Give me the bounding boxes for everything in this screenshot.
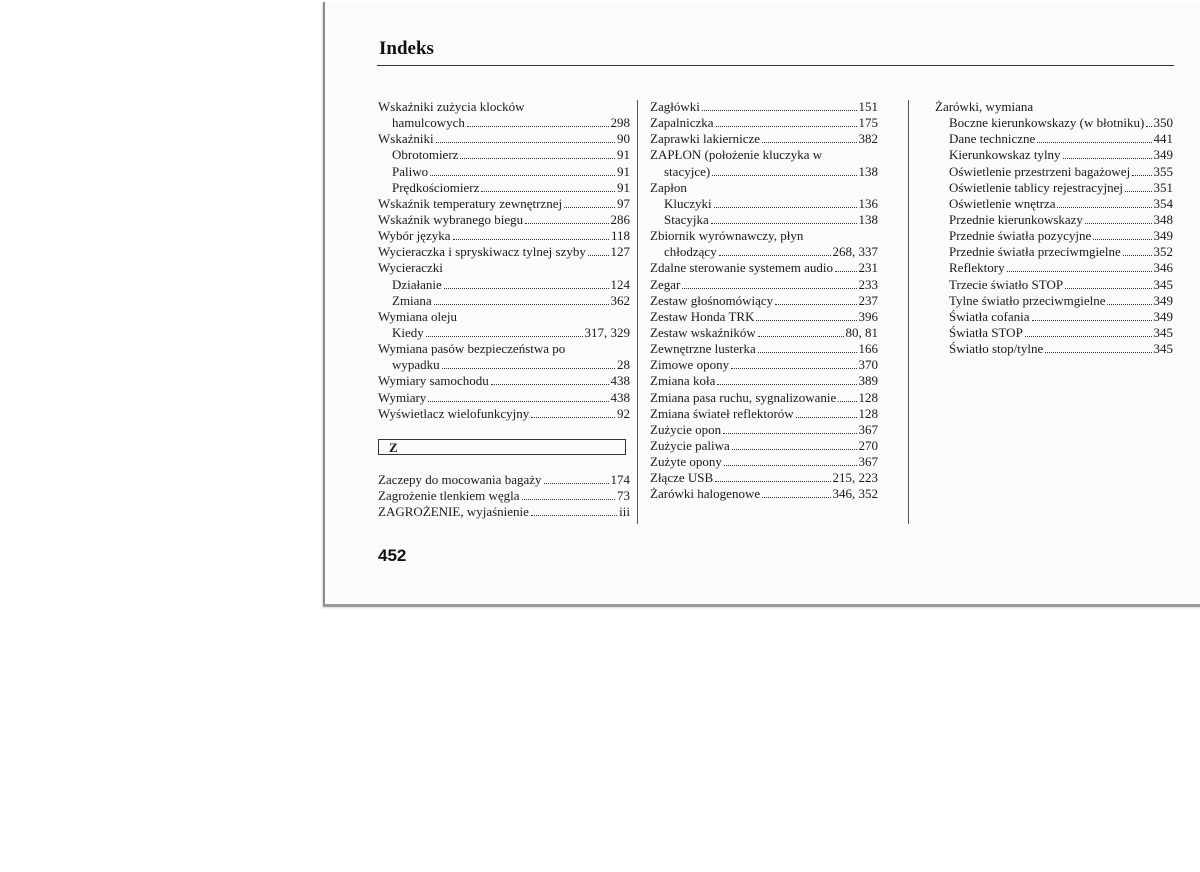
index-entry (650, 390, 878, 406)
index-entry-page: 138 (858, 163, 878, 179)
dot-leader (481, 181, 615, 192)
index-entry-term: Wymiana pasów bezpieczeństwa po (378, 341, 566, 357)
index-entry-page: 97 (617, 195, 630, 211)
index-entry-term: ZAGROŻENIE, wyjaśnienie (378, 504, 529, 520)
dot-leader (775, 294, 856, 305)
index-entry-term: Wycieraczki (378, 260, 443, 276)
index-entry-term: Wskaźniki zużycia klocków (378, 99, 525, 114)
index-entry-term: Zimowe opony (650, 357, 730, 373)
index-column-1 (378, 99, 630, 520)
index-list-zarowki (935, 99, 1173, 357)
index-entry-term: Zdalne sterowanie systemem audio (650, 260, 834, 276)
index-entry-term: Dane techniczne (949, 131, 1036, 147)
index-entry (650, 438, 878, 454)
dot-leader (719, 245, 831, 256)
index-entry-term: Prędkościomierz (392, 179, 480, 195)
index-entry-page: 233 (858, 276, 878, 292)
index-entry-term: Wskaźniki (378, 131, 434, 147)
index-entry-term: Przednie światła przeciwmgielne (949, 244, 1121, 260)
index-entry (935, 180, 1173, 196)
index-entry-page: 268, 337 (832, 244, 878, 260)
index-entry (650, 373, 878, 389)
dot-leader (732, 439, 857, 450)
index-column-2 (650, 99, 878, 503)
index-entry-term: Tylne światło przeciwmgielne (949, 292, 1106, 308)
index-entry-term: Zewnętrzne lusterka (650, 341, 756, 357)
index-entry-page: 91 (617, 179, 630, 195)
index-entry (650, 293, 878, 309)
index-entry-page: 215, 223 (832, 470, 878, 486)
dot-leader (430, 165, 615, 176)
index-entry (378, 357, 630, 373)
index-entry (935, 164, 1173, 180)
index-entry-page: 346, 352 (832, 486, 878, 502)
index-entry-term: Boczne kierunkowskazy (w błotniku) (949, 115, 1145, 131)
index-entry-page: 237 (858, 292, 878, 308)
index-entry (378, 488, 630, 504)
index-entry-page: 90 (617, 131, 630, 147)
index-entry (935, 244, 1173, 260)
index-entry-term: Zagłówki (650, 99, 700, 114)
index-entry-page: 118 (610, 228, 630, 244)
index-entry (378, 260, 630, 276)
dot-leader (525, 213, 608, 224)
index-entry-term: Oświetlenie przestrzeni bagażowej (949, 163, 1131, 179)
index-entry-term: Kluczyki (664, 195, 712, 211)
index-entry (378, 341, 630, 357)
index-entry-term: Kierunkowskaz tylny (949, 147, 1061, 163)
dot-leader (434, 294, 609, 305)
index-entry-page: 80, 81 (845, 324, 878, 340)
dot-leader (717, 374, 856, 385)
dot-leader (467, 116, 609, 127)
index-entry (378, 164, 630, 180)
index-entry-term: Wymiana oleju (378, 308, 457, 324)
dot-leader (453, 229, 609, 240)
index-entry-term: Wycieraczka i spryskiwacz tylnej szyby (378, 244, 586, 260)
index-entry-page: 367 (858, 421, 878, 437)
index-entry-page: 438 (610, 389, 630, 405)
dot-leader (758, 342, 857, 353)
index-entry-page: 348 (1153, 211, 1173, 227)
index-entry (650, 309, 878, 325)
index-entry-page: 352 (1153, 244, 1173, 260)
dot-leader (762, 132, 856, 143)
index-entry (650, 180, 878, 196)
index-entry-page: 286 (610, 211, 630, 227)
index-entry (378, 325, 630, 341)
index-entry-term: Złącze USB (650, 470, 714, 486)
index-list-w (378, 99, 630, 422)
index-entry-page: 346 (1153, 260, 1173, 276)
index-entry-term: Zmiana świateł reflektorów (650, 405, 794, 421)
dot-leader (1063, 148, 1152, 159)
index-entry-term: Wymiary samochodu (378, 373, 489, 389)
dot-leader (758, 326, 844, 337)
index-entry-term: Kiedy (392, 324, 424, 340)
index-entry (378, 277, 630, 293)
dot-leader (564, 197, 615, 208)
index-entry (650, 260, 878, 276)
index-entry (935, 260, 1173, 276)
index-entry-term: Działanie (392, 276, 442, 292)
dot-leader (531, 505, 617, 516)
page-number: 452 (378, 546, 407, 565)
index-entry (935, 293, 1173, 309)
index-entry-term: Żarówki halogenowe (650, 486, 761, 502)
dot-leader (724, 455, 857, 466)
column-divider (908, 100, 909, 524)
index-entry-page: 128 (858, 389, 878, 405)
index-entry-term: Żarówki, wymiana (935, 99, 1034, 114)
index-entry-page: 351 (1153, 179, 1173, 195)
dot-leader (442, 358, 615, 369)
index-entry-term: wypadku (392, 357, 440, 373)
dot-leader (796, 407, 857, 418)
index-entry-term: Wymiary (378, 389, 427, 405)
index-entry (378, 180, 630, 196)
index-entry (378, 309, 630, 325)
index-entry (378, 244, 630, 260)
dot-leader (711, 213, 857, 224)
dot-leader (1123, 245, 1152, 256)
index-entry (650, 147, 878, 163)
dot-leader (712, 165, 856, 176)
dot-leader (1132, 165, 1151, 176)
index-entry-term: Zestaw Honda TRK (650, 308, 755, 324)
dot-leader (682, 278, 856, 289)
index-entry-term: Zegar (650, 276, 681, 292)
index-entry (650, 212, 878, 228)
letter-section (378, 422, 630, 472)
index-entry (650, 470, 878, 486)
index-entry-page: 92 (617, 405, 630, 421)
index-entry-term: hamulcowych (392, 115, 465, 131)
dot-leader (428, 391, 608, 402)
letter-heading-z: Z (378, 439, 626, 455)
dot-leader (838, 391, 856, 402)
index-entry-term: Zagrożenie tlenkiem węgla (378, 487, 520, 503)
index-entry-page: 354 (1153, 195, 1173, 211)
index-entry-term: Zapłon (650, 179, 687, 195)
dot-leader (723, 423, 856, 434)
index-entry-page: 231 (858, 260, 878, 276)
dot-leader (460, 148, 615, 159)
index-entry-page: 124 (610, 276, 630, 292)
index-column-3 (935, 99, 1173, 357)
index-entry-page: 298 (610, 115, 630, 131)
index-entry-term: Zmiana (392, 292, 432, 308)
index-entry-page: 441 (1153, 131, 1173, 147)
title-rule (377, 65, 1174, 66)
index-entry (935, 212, 1173, 228)
index-list-z (378, 472, 630, 520)
index-entry-term: Wyświetlacz wielofunkcyjny (378, 405, 530, 421)
index-entry (935, 131, 1173, 147)
index-entry-page: 128 (858, 405, 878, 421)
index-entry (378, 228, 630, 244)
index-entry-term: Zaprawki lakiernicze (650, 131, 761, 147)
index-entry (935, 309, 1173, 325)
index-entry (378, 147, 630, 163)
dot-leader (544, 473, 609, 484)
page-title: Indeks (379, 38, 434, 59)
index-entry-term: Wskaźnik temperatury zewnętrznej (378, 195, 563, 211)
index-entry (378, 406, 630, 422)
dot-leader (1107, 294, 1151, 305)
dot-leader (1146, 116, 1151, 127)
index-entry-page: 28 (617, 357, 630, 373)
index-entry-page: 270 (858, 437, 878, 453)
index-entry (378, 115, 630, 131)
index-entry-page: 362 (610, 292, 630, 308)
index-entry-page: 370 (858, 357, 878, 373)
dot-leader (444, 278, 609, 289)
index-entry (935, 325, 1173, 341)
dot-leader (1045, 342, 1151, 353)
index-entry (935, 341, 1173, 357)
index-entry-term: ZAPŁON (położenie kluczyka w (650, 147, 823, 163)
index-entry-page: 355 (1153, 163, 1173, 179)
index-entry-page: 345 (1153, 341, 1173, 357)
dot-leader (835, 261, 856, 272)
index-entry-term: Zapalniczka (650, 115, 714, 131)
dot-leader (716, 116, 857, 127)
index-entry-page: 396 (858, 308, 878, 324)
dot-leader (436, 132, 615, 143)
index-entry-term: Zbiornik wyrównawczy, płyn (650, 228, 804, 244)
index-entry (935, 277, 1173, 293)
index-entry-term: Obrotomierz (392, 147, 459, 163)
index-entry-page: 438 (610, 373, 630, 389)
dot-leader (426, 326, 583, 337)
dot-leader (1085, 213, 1152, 224)
index-entry-page: 151 (858, 99, 878, 114)
index-entry (650, 486, 878, 502)
index-entry (650, 164, 878, 180)
dot-leader (1032, 310, 1152, 321)
index-entry-page: 367 (858, 454, 878, 470)
dot-leader (1025, 326, 1152, 337)
index-entry-page: 349 (1153, 147, 1173, 163)
dot-leader (522, 489, 616, 500)
index-entry (378, 99, 630, 115)
index-entry-page: 349 (1153, 228, 1173, 244)
index-entry-term: Zużyte opony (650, 454, 722, 470)
index-entry-term: Stacyjka (664, 211, 709, 227)
index-entry-term: Zestaw wskaźników (650, 324, 756, 340)
index-entry-page: 345 (1153, 276, 1173, 292)
index-entry-term: Trzecie światło STOP (949, 276, 1064, 292)
index-entry (935, 115, 1173, 131)
index-entry-page: 136 (858, 195, 878, 211)
index-entry-term: Przednie światła pozycyjne (949, 228, 1092, 244)
index-entry (378, 212, 630, 228)
index-entry-page: 317, 329 (584, 324, 630, 340)
index-entry-term: Światło stop/tylne (949, 341, 1044, 357)
index-entry-term: Światła STOP (949, 324, 1023, 340)
index-entry-term: Zestaw głośnomówiący (650, 292, 774, 308)
index-entry-page: 175 (858, 115, 878, 131)
index-entry-term: Wskaźnik wybranego biegu (378, 211, 524, 227)
index-entry (650, 341, 878, 357)
index-entry-page: 345 (1153, 324, 1173, 340)
index-entry (378, 390, 630, 406)
index-entry-term: Reflektory (949, 260, 1005, 276)
index-entry (650, 244, 878, 260)
index-entry (650, 99, 878, 115)
index-entry (935, 228, 1173, 244)
index-entry-page: 138 (858, 211, 878, 227)
index-entry-page: 166 (858, 341, 878, 357)
index-entry (650, 325, 878, 341)
index-entry-page: 91 (617, 163, 630, 179)
index-entry (650, 422, 878, 438)
index-entry (935, 196, 1173, 212)
dot-leader (731, 358, 856, 369)
index-entry (650, 357, 878, 373)
index-entry (935, 147, 1173, 163)
index-entry-term: Paliwo (392, 163, 429, 179)
dot-leader (762, 487, 830, 498)
dot-leader (491, 374, 609, 385)
dot-leader (1037, 132, 1151, 143)
index-entry-term: Zużycie opon (650, 421, 722, 437)
index-entry-term: Wybór języka (378, 228, 451, 244)
index-entry (650, 406, 878, 422)
dot-leader (1093, 229, 1151, 240)
index-entry-page: 349 (1153, 292, 1173, 308)
index-entry-page: 389 (858, 373, 878, 389)
index-list-z-2 (650, 99, 878, 503)
index-entry (378, 472, 630, 488)
index-entry (378, 293, 630, 309)
index-entry (650, 131, 878, 147)
index-entry (650, 277, 878, 293)
dot-leader (756, 310, 856, 321)
index-entry-term: Zaczepy do mocowania bagaży (378, 471, 542, 487)
index-entry-term: Światła cofania (949, 308, 1030, 324)
dot-leader (588, 245, 609, 256)
index-entry-term: Oświetlenie wnętrza (949, 195, 1056, 211)
dot-leader (1065, 278, 1151, 289)
index-entry (935, 99, 1173, 115)
dot-leader (702, 100, 857, 111)
index-entry-page: 91 (617, 147, 630, 163)
index-entry-page: 127 (610, 244, 630, 260)
index-entry (650, 115, 878, 131)
index-entry-page: 350 (1153, 115, 1173, 131)
dot-leader (531, 407, 615, 418)
index-entry (650, 228, 878, 244)
index-entry-term: stacyjce) (664, 163, 711, 179)
index-entry-term: Zużycie paliwa (650, 437, 730, 453)
dot-leader (1057, 197, 1151, 208)
index-entry-page: 382 (858, 131, 878, 147)
index-entry-term: Oświetlenie tablicy rejestracyjnej (949, 179, 1123, 195)
index-entry (650, 454, 878, 470)
index-entry (378, 504, 630, 520)
index-entry-term: chłodzący (664, 244, 717, 260)
index-entry (650, 196, 878, 212)
index-entry (378, 131, 630, 147)
manual-page (323, 2, 1200, 607)
index-entry-term: Zmiana koła (650, 373, 716, 389)
index-entry-term: Zmiana pasa ruchu, sygnalizowanie (650, 389, 837, 405)
dot-leader (1007, 261, 1152, 272)
dot-leader (715, 471, 830, 482)
dot-leader (1125, 181, 1152, 192)
index-entry (378, 196, 630, 212)
index-entry-page: iii (619, 504, 630, 520)
column-divider (637, 100, 638, 524)
dot-leader (714, 197, 857, 208)
index-entry-term: Przednie kierunkowskazy (949, 211, 1083, 227)
index-entry-page: 349 (1153, 308, 1173, 324)
index-entry (378, 373, 630, 389)
index-entry-page: 73 (617, 487, 630, 503)
index-entry-page: 174 (610, 471, 630, 487)
